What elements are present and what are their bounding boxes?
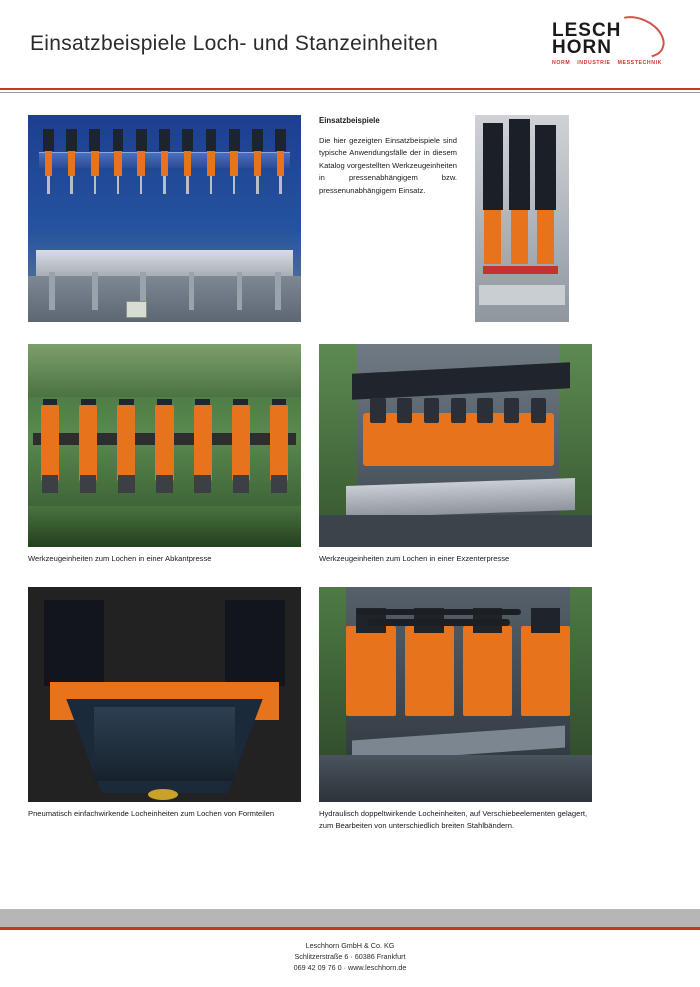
intro-text-block: [319, 115, 457, 198]
photo-tool: [42, 129, 56, 212]
intro-body: Die hier gezeigten Einsatzbeispiele sind typische Anwendungsfälle der in diesem Katalog vorgestellten Werkzeugeinheiten in pressenabhängigem bzw. pressenunabhängigem Einsatz.: [319, 135, 457, 195]
page-title: Einsatzbeispiele Loch- und Stanzeinheiten: [30, 32, 439, 55]
figure-column-hydraulic: [319, 587, 599, 832]
logo-tagline-3: MESSTECHNIK: [617, 60, 662, 66]
photo-tool-row: [42, 129, 288, 212]
logo-tagline-2: INDUSTRIE: [577, 60, 611, 66]
figure-exzenterpresse: [319, 344, 592, 547]
figure-hydraulic-units: [319, 587, 592, 802]
company-logo: [552, 16, 670, 72]
logo-line-1: LESCH: [552, 20, 622, 41]
photo-hydraulic-units: [319, 587, 592, 802]
content-area: [0, 93, 700, 832]
page-footer: [0, 909, 700, 987]
photo-tool: [274, 129, 288, 212]
footer-gray-bar: [0, 909, 700, 927]
figure-press-line-blue: [28, 115, 301, 322]
logo-tagline-1: NORM: [552, 60, 571, 66]
photo-control-box: [126, 301, 147, 317]
footer-address: Schlitzerstraße 6 · 60386 Frankfurt: [294, 952, 406, 961]
figure-abkantpresse: [28, 344, 301, 547]
figure-pneumatic-units: [28, 587, 301, 802]
photo-tool: [135, 129, 149, 212]
page-header: [0, 0, 700, 88]
photo-press-line-blue: [28, 115, 301, 322]
figure-column-abkantpresse: [28, 344, 301, 565]
caption-hydraulic-units: Hydraulisch doppeltwirkende Locheinheiten, auf Verschiebeelementen gelagert, zum Bearbeiten von unterschiedlich breiten Stahlbändern.: [319, 809, 588, 830]
photo-vertical-punch-units: [475, 115, 569, 322]
footer-contact: 069 42 09 76 0 · www.leschhorn.de: [293, 963, 407, 972]
figure-column-exzenterpresse: [319, 344, 592, 565]
photo-legs: [44, 272, 284, 309]
photo-tool: [158, 129, 172, 212]
logo-line-2: HORN: [552, 37, 612, 58]
photo-abkantpresse: [28, 344, 301, 547]
caption-abkantpresse: Werkzeugeinheiten zum Lochen in einer Abkantpresse: [28, 554, 212, 563]
caption-exzenterpresse: Werkzeugeinheiten zum Lochen in einer Exzenterpresse: [319, 554, 510, 563]
photo-tool: [251, 129, 265, 212]
photo-tool: [204, 129, 218, 212]
photo-base-plate: [479, 285, 566, 306]
figure-row-middle: [28, 344, 672, 565]
logo-tagline: [552, 60, 670, 66]
figure-row-bottom: [28, 587, 672, 832]
caption-pneumatic-units: Pneumatisch einfachwirkende Locheinheiten zum Lochen von Formteilen: [28, 809, 275, 818]
photo-pneumatic-units: [28, 587, 301, 802]
photo-tool: [181, 129, 195, 212]
photo-tool: [227, 129, 241, 212]
photo-tool: [88, 129, 102, 212]
photo-tool: [111, 129, 125, 212]
footer-company: Leschhorn GmbH & Co. KG: [305, 941, 395, 950]
photo-tool: [65, 129, 79, 212]
header-divider-red: [0, 88, 700, 90]
figure-column-pneumatic: [28, 587, 301, 832]
intro-heading: Einsatzbeispiele: [319, 116, 380, 125]
figure-vertical-punch-units: [475, 115, 569, 322]
footer-text: [0, 930, 700, 987]
photo-exzenterpresse: [319, 344, 592, 547]
figure-row-top: [28, 115, 672, 322]
logo-swoosh-icon: [605, 8, 672, 66]
